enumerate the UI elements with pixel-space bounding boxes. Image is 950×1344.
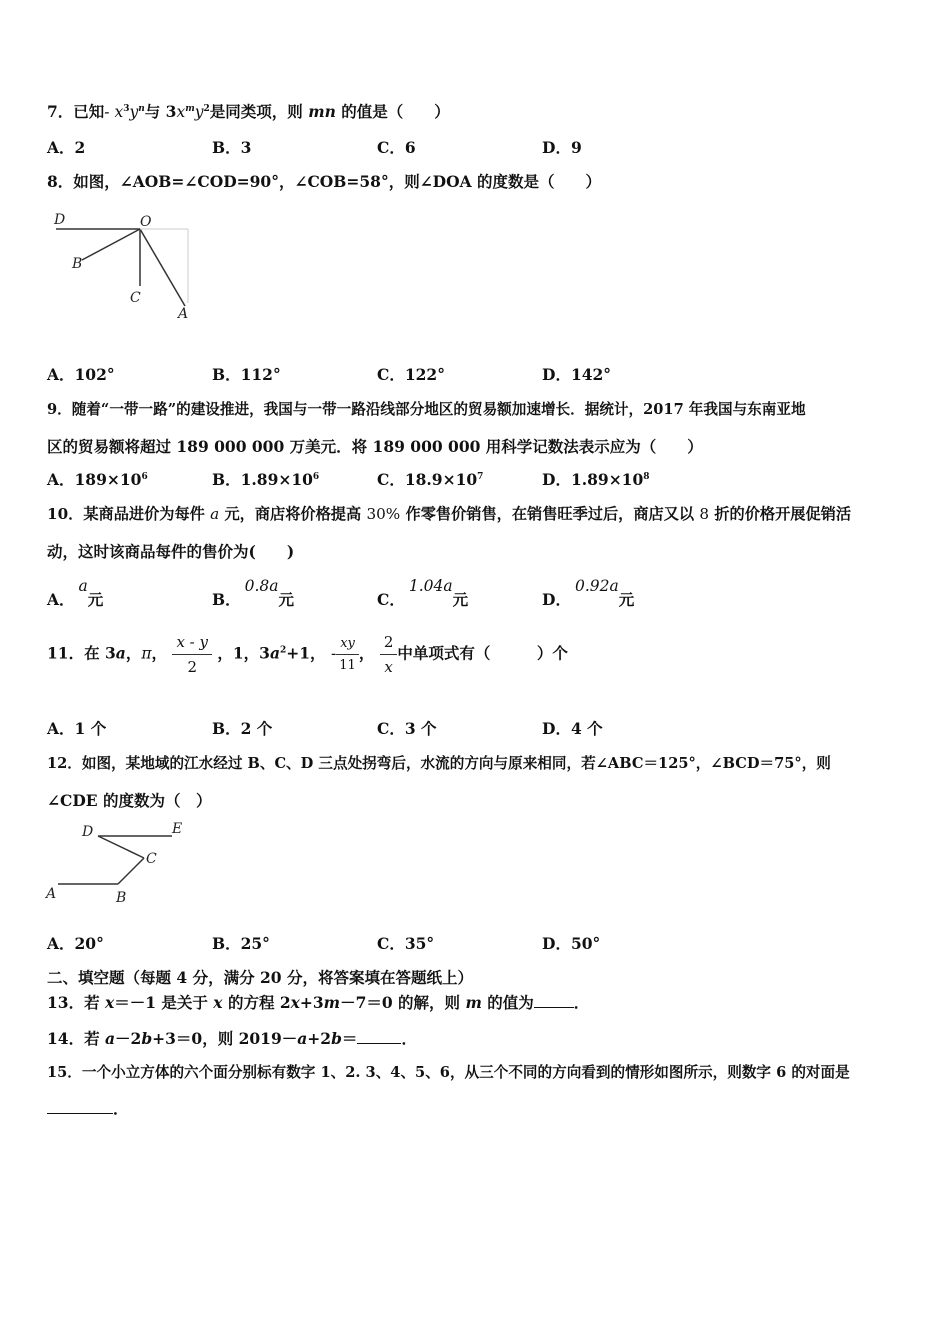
q11-option-c[interactable]: C．3 个 — [377, 719, 437, 738]
segment-dc — [98, 836, 144, 858]
q10-option-d[interactable]: D．0.92a元 — [542, 577, 635, 609]
question-10-line1: 10．某商品进价为每件 a 元，商店将价格提高 30% 作零售价销售，在销售旺季过后，商店又以 8 折的价格开展促销活 — [47, 505, 852, 523]
question-8: 8．如图，∠AOB=∠COD=90°，∠COB=58°，则∠DOA 的度数是（ ） — [47, 172, 602, 191]
q8-angle-figure — [50, 208, 200, 320]
question-13: 13．若 x＝－1 是关于 x 的方程 2x+3m－7＝0 的解，则 m 的值为 ． — [47, 993, 590, 1012]
fraction-2-over-x: $\frac{2}{x}$ — [380, 633, 398, 676]
q9-option-a[interactable]: A．$189\times 10^6$ — [47, 470, 148, 489]
q7-number: 7．已知 — [47, 102, 105, 121]
question-7: 7．已知- $x^3y^n$与 $3x^my^2$是同类项，则 mn 的值是（ ） — [47, 102, 450, 121]
label-o: O — [140, 214, 152, 230]
q14-answer-blank[interactable] — [357, 1043, 401, 1044]
q10-option-c[interactable]: C．1.04a元 — [377, 577, 469, 609]
q8-option-d[interactable]: D．142° — [542, 365, 612, 384]
q13-answer-blank[interactable] — [534, 1007, 574, 1008]
ray-oa — [140, 229, 185, 306]
q7-option-d[interactable]: D．9 — [542, 138, 582, 157]
q10-option-a[interactable]: A．a元 — [47, 577, 104, 609]
label-a: A — [178, 306, 189, 320]
q9-option-c[interactable]: C．$18.9\times 10^7$ — [377, 470, 484, 489]
fraction-xy-over-11: $\frac{xy}{11}$ — [336, 636, 359, 673]
q12-river-figure — [42, 816, 202, 911]
q12-option-b[interactable]: B．25° — [212, 934, 270, 953]
label-e: E — [172, 821, 183, 837]
q7-option-b[interactable]: B．3 — [212, 138, 252, 157]
q8-option-b[interactable]: B．112° — [212, 365, 281, 384]
q12-option-c[interactable]: C．35° — [377, 934, 435, 953]
q10-option-b[interactable]: B．0.8a元 — [212, 577, 295, 609]
q8-option-c[interactable]: C．122° — [377, 365, 445, 384]
label-a: A — [46, 886, 57, 902]
q12-option-a[interactable]: A．20° — [47, 934, 104, 953]
q7-option-a[interactable]: A．2 — [47, 138, 86, 157]
q12-option-d[interactable]: D．50° — [542, 934, 601, 953]
label-c: C — [130, 290, 141, 306]
q11-option-b[interactable]: B．2 个 — [212, 719, 273, 738]
q11-option-a[interactable]: A．1 个 — [47, 719, 107, 738]
question-9-line2: 区的贸易额将超过 189 000 000 万美元．将 189 000 000 用科学记数法表示应为（ ） — [47, 437, 703, 456]
q7-option-c[interactable]: C．6 — [377, 138, 416, 157]
q9-option-d[interactable]: D．$1.89\times 10^8$ — [542, 470, 650, 489]
question-15-line2: ． — [47, 1097, 129, 1119]
label-b: B — [116, 890, 127, 906]
segment-cb — [118, 858, 144, 884]
question-12-line1: 12．如图，某地域的江水经过 B、C、D 三点处拐弯后，水流的方向与原来相同，若∠ABC＝125°，∠BCD＝75°，则 — [47, 755, 831, 772]
question-10-line2: 动，这时该商品每件的售价为( ) — [47, 542, 295, 561]
label-d: D — [82, 824, 94, 840]
q9-option-b[interactable]: B．$1.89\times 10^6$ — [212, 470, 320, 489]
fraction-x-minus-y-over-2: $\frac{x - y}{2}$ — [172, 633, 212, 676]
label-c: C — [146, 851, 157, 867]
ray-ob — [82, 229, 140, 260]
q15-answer-blank[interactable] — [47, 1113, 113, 1114]
question-15-line1: 15．一个小立方体的六个面分别标有数字 1、2. 3、4、5、6，从三个不同的方向看到的情形如图所示，则数字 6 的对面是 — [47, 1064, 850, 1081]
label-b: B — [72, 256, 83, 272]
q11-option-d[interactable]: D．4 个 — [542, 719, 603, 738]
section-2-title: 二、填空题（每题 4 分，满分 20 分，将答案填在答题纸上） — [47, 968, 473, 987]
label-d: D — [54, 212, 66, 228]
question-14: 14．若 a－2b+3＝0，则 2019－a+2b＝ ． — [47, 1029, 417, 1048]
question-12-line2: ∠CDE 的度数为（ ） — [47, 791, 212, 810]
question-9-line1: 9．随着“一带一路”的建设推进，我国与一带一路沿线部分地区的贸易额加速增长．据统计，2017 年我国与东南亚地 — [47, 401, 806, 418]
q8-option-a[interactable]: A．102° — [47, 365, 115, 384]
question-11: 11．在 3a，π， $\frac{x - y}{2}$ ，1，$3a^2+1$， - $\frac{xy}{11}$ ， $\frac{2}{x}$ 中单项式有（ ）个 — [47, 633, 568, 676]
